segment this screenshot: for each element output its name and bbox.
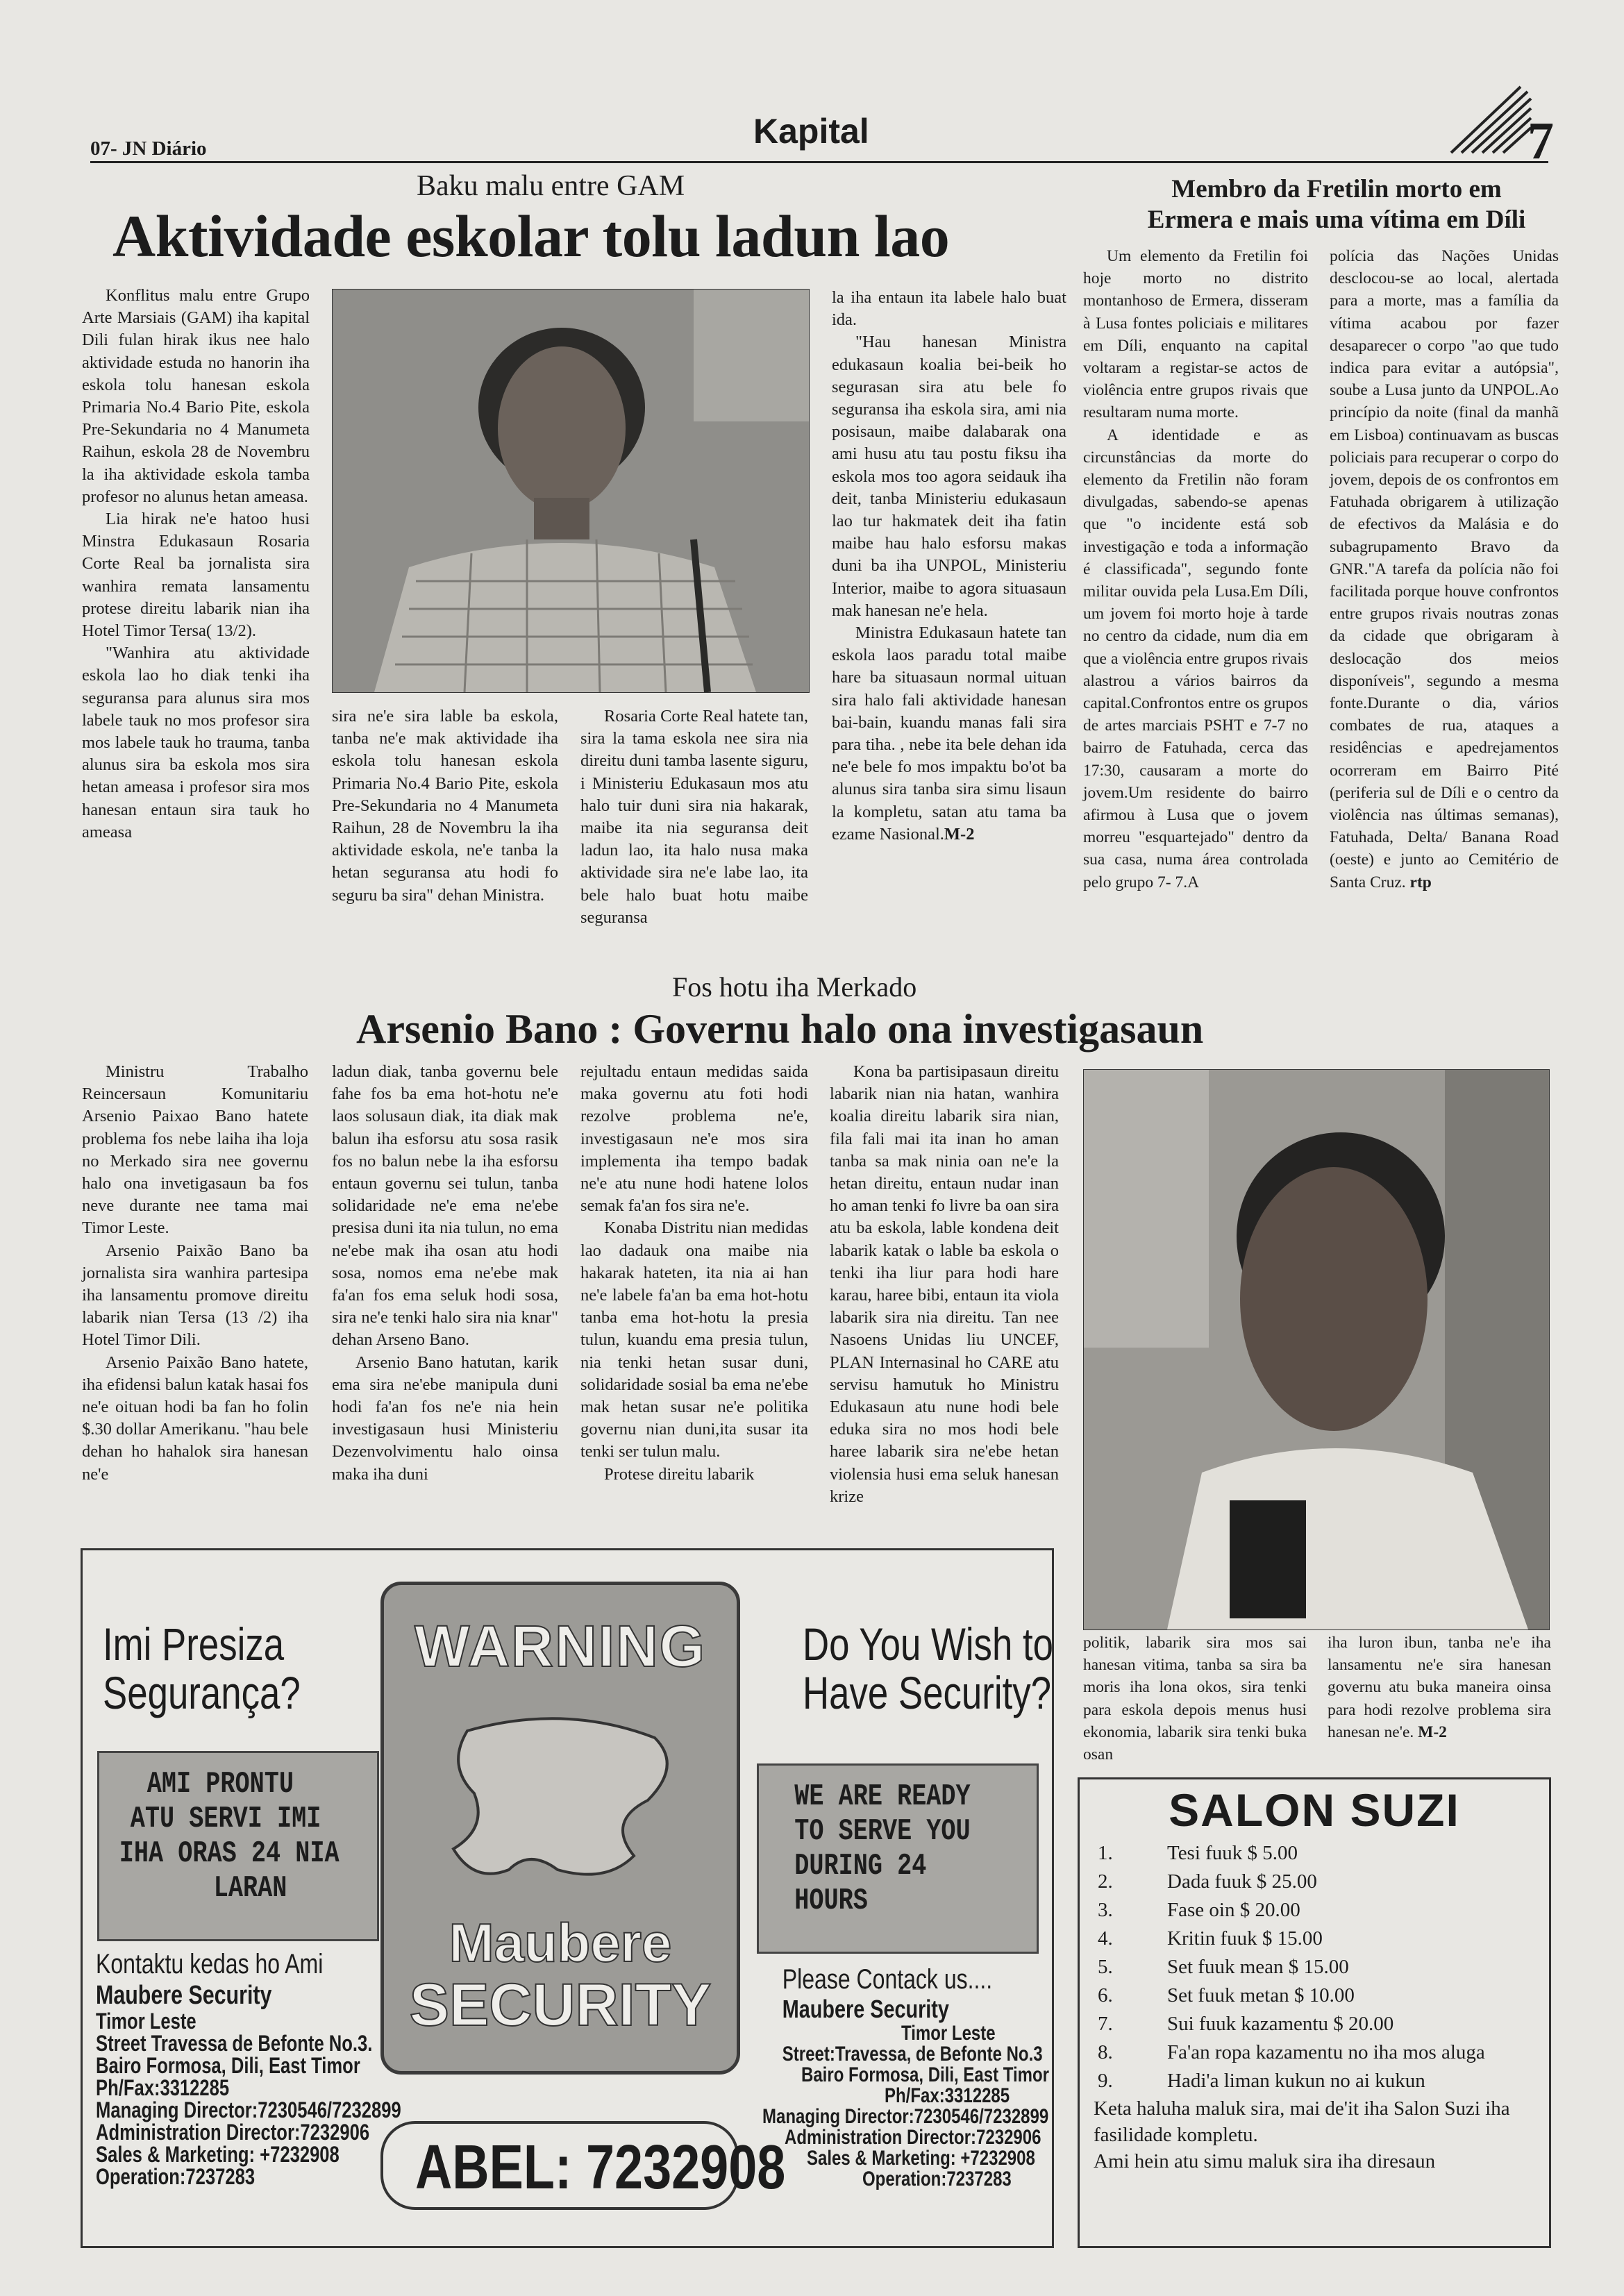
bano-col1-p3: Arsenio Paixão Bano hatete, iha efidensi balun katak hasai fos ne'e oituan hodi ba fan ho folin $.30 dollar Amerikanu. "hau bele dehan ho hahalok sira hanesan ne'e — [82, 1352, 308, 1484]
salon-title: SALON SUZI — [1169, 1784, 1460, 1836]
gam-col-1 — [82, 285, 310, 844]
salon-item — [1098, 1868, 1549, 1896]
fretilin-col1-p2: A identidade e as circunstâncias da morte do elemento da Fretilin não foram divulgadas, sabendo-se apenas que "o incidente está sob investigação e toda a informação é classificada", segundo fonte militar ouvida pela Lusa.Em Díli, um jovem foi morto hoje à tarde no centro da cidade, num dia em que a violência entre grupos rivais alastrou a vários bairros da capital.Confrontos entre os grupos de artes marciais PSHT e 7-7 no bairro de Fatuhada, cerca das 17:30, causaram a morte do jovem.Um residente do bairro afirmou à Lusa que o jovem morreu "esquartejado" dentro da sua casa, numa área controlada pelo grupo 7- 7.A — [1083, 426, 1308, 891]
salon-item-text: Set fuuk mean $ 15.00 — [1167, 1956, 1349, 1978]
fretilin-col-1 — [1083, 245, 1308, 894]
ad-left-box — [97, 1751, 379, 1941]
ad-left-contact-9: Sales & Marketing: +7232908 — [96, 2142, 340, 2167]
gam-col2-p1: sira ne'e sira lable ba eskola, tanba ne'e mak aktividade iha eskola tolu hanesan eskola Primaria No.4 Bario Pite, eskola Pre-Sekundaria no 4 Manumeta Raihun, 28 de Novembru la iha aktividade eskola, ne'e tanba la hetan seguransa atu hodi fo seguru ba sira" dehan Ministra. — [332, 707, 558, 905]
salon-item-num: 5. — [1098, 1956, 1113, 1978]
bano-headline: Arsenio Bano : Governu halo ona investigasaun — [356, 1006, 1204, 1052]
bano-col6-p1 — [1328, 1632, 1551, 1743]
ad-left-contact-10: Operation:7237283 — [96, 2164, 256, 2189]
salon-item-num: 7. — [1098, 2013, 1113, 2035]
ad-left-contact-3: Timor Leste — [96, 2009, 196, 2034]
bano-col-4 — [830, 1061, 1059, 1508]
salon-item — [1098, 1953, 1549, 1981]
ad-right-contact-10: Operation:7237283 — [862, 2168, 1012, 2190]
folio-left: 07- JN Diário — [90, 137, 207, 160]
gam-col-4 — [832, 287, 1066, 846]
ad-left-box-3: IHA ORAS 24 NIA — [119, 1836, 340, 1871]
bano-col-3 — [580, 1061, 808, 1486]
salon-item — [1098, 1839, 1549, 1868]
salon-price-list — [1080, 1839, 1549, 2095]
fretilin-col-2 — [1330, 245, 1559, 894]
bano-col-6 — [1328, 1632, 1551, 1743]
ad-left-contact-1: Kontaktu kedas ho Ami — [96, 1949, 324, 1979]
ad-right-box — [757, 1763, 1039, 1954]
ad-left-contact-7: Managing Director:7230546/7232899 — [96, 2097, 401, 2122]
bano-col-1 — [82, 1061, 308, 1486]
bano-col3-p1: rejultadu entaun medidas saida maka governu atu foti hodi rezolve problema ne'e, investigasaun ne'e mos sira implementa iha tempo badak ne'e atu nune hodi hatene lolos semak fa'an fos sira ne'e. — [580, 1062, 808, 1216]
bano-col1-p1: Ministru Trabalho Reincersaun Komunitariu Arsenio Paixao Bano hatete problema fos nebe laiha iha loja no Merkado sira nee governu halo ona invetigasaun ba fos neve durante nee tama mai Timor Leste. — [82, 1062, 308, 1238]
ad-left-question-1: Imi Presiza — [103, 1618, 285, 1670]
salon-item-text: Kritin fuuk $ 15.00 — [1167, 1927, 1323, 1950]
salon-item-text: Hadi'a liman kukun no ai kukun — [1167, 2070, 1425, 2092]
ad-brand-1: Maubere — [449, 1912, 672, 1973]
ad-left-contact-5: Bairo Formosa, Dili, East Timor — [96, 2053, 360, 2078]
salon-item-text: Dada fuuk $ 25.00 — [1167, 1870, 1317, 1893]
gam-col1-p3: "Wanhira atu aktividade eskola lao ho diak tenki iha seguransa para alunus sira mos labele tauk no mos profesor sira mos labele tauk ho trauma, tanba alunus sira ba eskola mos sira hetan ameasa i profesor sira mos hanesan entaun sira tauk ho ameasa — [82, 644, 310, 841]
ad-right-contact-1: Please Contack us.... — [782, 1964, 993, 1995]
bano-sign: M-2 — [1418, 1723, 1447, 1741]
ad-left-contact — [96, 1947, 401, 2188]
ad-left-contact-8: Administration Director:7232906 — [96, 2120, 370, 2145]
salon-item-num: 1. — [1098, 1842, 1113, 1864]
bano-col-2 — [332, 1061, 558, 1486]
minister-photo — [332, 289, 810, 693]
salon-footer-1: Keta haluha maluk sira, mai de'it iha Salon Suzi iha fasilidade kompletu. — [1094, 2097, 1510, 2146]
salon-item-num: 6. — [1098, 1984, 1113, 2006]
header-rule — [90, 161, 1548, 163]
salon-item — [1098, 1896, 1549, 1925]
ad-left-contact-4: Street Travessa de Befonte No.3. — [96, 2031, 373, 2056]
ad-right-contact-4: Street:Travessa, de Befonte No.3 — [782, 2043, 1043, 2065]
ad-right-box-1: WE ARE READY — [794, 1779, 971, 1814]
bano-kicker: Fos hotu iha Merkado — [672, 971, 917, 1003]
salon-item-num: 8. — [1098, 2041, 1113, 2063]
ad-right-contact-6: Ph/Fax:3312285 — [885, 2084, 1010, 2107]
salon-item-text: Sui fuuk kazamentu $ 20.00 — [1167, 2013, 1394, 2035]
salon-item — [1098, 2010, 1549, 2038]
ad-right-contact-7: Managing Director:7230546/7232899 — [762, 2105, 1049, 2128]
crocodile-icon — [426, 1703, 696, 1897]
gam-col4-p3 — [832, 622, 1066, 846]
page-number: 7 — [1527, 112, 1554, 170]
fretilin-col2-text: polícia das Nações Unidas desclocou-se ao local, alertada para a morte, mas a família da vítima acabou por fazer desaparecer o corpo "ao que tudo indica para evitar a autópsia", soube a Lusa junto da UNPOL.Ao princípio da noite (final da manhã em Lisboa) continuavam as buscas policiais para recuperar o corpo do jovem, depois de os confrontos em Fatuhada obrigarem à utilização de efectivos da Malásia e do subagrupamento Bravo da GNR."A tarefa da polícia não foi facilitada porque houve confrontos entre grupos rivais noutras zonas da cidade que obrigaram à deslocação dos meios disponíveis", segundo a mesma fonte.Durante o dia, vários combates de rua, ataques a residências e apedrejamentos ocorreram em Bairro Pité (periferia sul de Díli e o centro da violência nas últimas semanas), Fatuhada, Delta/ Banana Road (oeste) e junto ao Cemitério de Santa Cruz. — [1330, 247, 1559, 891]
ad-right-box-2: TO SERVE YOU — [794, 1814, 971, 1849]
ad-left-contact-6: Ph/Fax:3312285 — [96, 2075, 230, 2100]
gam-col-2 — [332, 705, 558, 907]
bano-col1-p2: Arsenio Paixão Bano ba jornalista sira wanhira partesipa iha lansamentu promove direitu labarik nian Tersa (13 /2) iha Hotel Timor Dili. — [82, 1241, 308, 1350]
gam-col1-p1: Konflitus malu entre Grupo Arte Marsiais (GAM) iha kapital Dili fulan hirak ikus nee halo aktividade estuda no hanorin iha eskola tolu hanesan eskola Primaria No.4 Bario Pite, eskola Pre-Sekundaria no 4 Manumeta Raihun, eskola 28 de Novembru la iha aktividade eskola tamba profesor no alunus hetan ameasa. — [82, 286, 310, 506]
ad-left-contact-2: Maubere Security — [96, 1981, 272, 2010]
salon-item-text: Fase oin $ 20.00 — [1167, 1899, 1300, 1921]
ad-right-box-4: HOURS — [794, 1884, 868, 1918]
gam-col4-p1: la iha entaun ita labele halo buat ida. — [832, 288, 1066, 330]
bano-col5-p1: politik, labarik sira mos sai hanesan vitima, tanba sa sira ba moris iha lona okos, sira tenki para eskola depois menus husi ekonomia, labarik sira tenki buka osan — [1083, 1634, 1307, 1764]
ad-right-contact — [762, 1963, 1049, 2190]
ad-brand-2: SECURITY — [409, 1972, 712, 2038]
gam-col4-p2: "Hau hanesan Ministra edukasaun koalia bei-beik ho segurasan sira atu bele fo seguransa iha eskola sira, ami nia posisaun, maibe dalabarak ona ami husu atu tau postu fiksu iha eskola mos too agora seidauk iha deit, tanba Ministeriu edukasaun lao tur hakmatek deit iha fatin maibe hau halo esforsu makas duni ba iha UNPOL, Ministeriu Interior, maibe to agora situasaun mak hanesan ne'e hela. — [832, 333, 1066, 620]
ad-center-sign — [380, 1582, 740, 2075]
gam-col4-p3-text: Ministra Edukasaun hatete tan eskola laos paradu total maibe hare ba situasaun normal uituan sira halo fali aktividade hanesan bai-bain, kuandu manas fali sira para tiha. , nebe ita bele dehan ida ne'e bele fo mos impaktu bo'ot ba alunus sira tanba sira simu lisaun la kompletu, satan atu tama ba ezame Nasional. — [832, 623, 1066, 844]
gam-headline: Aktividade eskolar tolu ladun lao — [112, 203, 950, 269]
salon-item-num: 2. — [1098, 1870, 1113, 1893]
gam-col1-p2: Lia hirak ne'e hatoo husi Minstra Edukasaun Rosaria Corte Real ba jornalista sira wanhira remata lansamentu protese direitu labarik nian iha Hotel Timor Tersa( 13/2). — [82, 510, 310, 641]
salon-item-text: Fa'an ropa kazamentu no iha mos aluga — [1167, 2041, 1485, 2063]
bano-col-5 — [1083, 1632, 1307, 1766]
bano-photo — [1083, 1069, 1550, 1630]
bano-col2-p2: Arsenio Bano hatutan, karik ema sira ne'ebe manipula duni hodi fa'an fos ne'e nia hein investigasaun husi Ministeriu Dezenvolvimentu halo oinsa maka iha duni — [332, 1352, 558, 1484]
bano-col4-p1: Kona ba partisipasaun direitu labarik nian nia hatan, wanhira koalia direitu labarik sira nian, fila fali mai ita inan ho aman tanba sa mak ninia oan ne'e la hetan direitu, entaun nudar inan ho aman tenki fo livre ba oan sira atu ba eskola, lable kondena deit labarik katak o lable ba eskola o tenki iha liur para hodi hare karau, haree bibi, entaun ita viola labarik sira nia direitu. Tan nee Nasoens Unidas liu UNCEF, PLAN Internasinal ho CARE atu servisu hamutuk ho Ministru Edukasaun atu nune hodi bele eduka sira no mos hodi bele haree labarik sira ne'ebe hetan violensia husi ema seluk hanesan krize — [830, 1062, 1059, 1506]
ad-right-question-2: Have Security? — [803, 1667, 1052, 1718]
fretilin-sign: rtp — [1409, 873, 1432, 891]
ad-abel: ABEL: 7232908 — [415, 2133, 786, 2202]
salon-suzi-ad — [1078, 1777, 1551, 2248]
salon-item-num: 3. — [1098, 1899, 1113, 1921]
fretilin-col2-p1 — [1330, 245, 1559, 894]
ad-left-box-2: ATU SERVI IMI — [130, 1802, 321, 1836]
salon-item-text: Set fuuk metan $ 10.00 — [1167, 1984, 1355, 2006]
bano-col6-text: iha luron ibun, tanba ne'e iha lansamentu ne'e sira hanesan governu atu buka maneira oinsa para hodi rezolve problema sira hanesan ne'e. — [1328, 1634, 1551, 1741]
salon-item-num: 4. — [1098, 1927, 1113, 1950]
ad-right-box-3: DURING 24 — [794, 1849, 927, 1884]
bano-col2-p1: ladun diak, tanba governu bele fahe fos ba ema hot-hotu ne'e laos solusaun diak, ita diak mak balun iha esforsu atu sosa rasik fos no balun nebe la iha esforsu entaun governu sei tulun, tanba solidaridade ne'e ema ne'ebe presisa duni ita nia tulun, no ema ne'ebe mak iha osan atu hodi sosa, nomos ema ne'ebe mak fa'an fos ema seluk hodi sosa, sira ne'e tenki halo sira nia knar" dehan Arseno Bano. — [332, 1062, 558, 1350]
fretilin-headline-1: Membro da Fretilin morto em — [1171, 175, 1502, 203]
ad-left-question-2: Segurança? — [103, 1667, 301, 1718]
ad-warning: WARNING — [415, 1614, 706, 1679]
gam-col3-p1: Rosaria Corte Real hatete tan, sira la tama eskola nee sira nia direitu duni tamba lasente siguru, i Ministeriu Edukasaun mos atu halo tuir duni sira nia hakarak, maibe ita nia seguransa deit ladun lao, ita halo nusa maka aktividade sira ne'e labe lao, ita bele halo buat hotu maibe seguransa — [580, 707, 808, 927]
ad-right-question-1: Do You Wish to — [803, 1618, 1054, 1670]
ad-right-contact-3: Timor Leste — [901, 2022, 996, 2045]
salon-item — [1098, 1981, 1549, 2010]
woman-portrait-icon — [333, 290, 809, 692]
bano-col3-p3: Protese direitu labarik — [604, 1464, 755, 1484]
ad-left-box-1: AMI PRONTU — [147, 1767, 294, 1802]
man-portrait-icon — [1084, 1070, 1549, 1629]
salon-item — [1098, 1925, 1549, 1953]
bano-col3-p2: Konaba Distritu nian medidas lao dadauk ona maibe nia hakarak hateten, ita nia ai han ne'e labele fa'an ba ema hot-hotu tanba ema hot-hotu la presia tulun, kuandu ema presia tulun, nia tenki hetan susar duni, solidaridade sosial ba ema ne'ebe mak hetan susar ne'e politika governu nian duni,ita susar ita tenki ser tulun malu. — [580, 1218, 808, 1461]
gam-kicker: Baku malu entre GAM — [417, 170, 685, 202]
gam-col-3 — [580, 705, 808, 929]
ad-right-contact-9: Sales & Marketing: +7232908 — [807, 2147, 1035, 2170]
ad-left-box-4: LARAN — [213, 1871, 287, 1906]
salon-item-num: 9. — [1098, 2070, 1113, 2092]
fretilin-headline-2: Ermera e mais uma vítima em Díli — [1147, 206, 1526, 234]
salon-footer-2: Ami hein atu simu maluk sira iha diresaun — [1094, 2150, 1436, 2172]
ad-abel-pill — [380, 2121, 786, 2210]
section-title: Kapital — [753, 112, 869, 151]
salon-item-text: Tesi fuuk $ 5.00 — [1167, 1842, 1298, 1864]
ad-right-contact-2: Maubere Security — [782, 1995, 949, 2023]
fretilin-col1-p1: Um elemento da Fretilin foi hoje morto no distrito montanhoso de Ermera, disseram à Lusa fontes policiais e militares em Díli, enquanto na capital voltaram a registar-se actos de violência entre grupos rivais que resultaram numa morte. — [1083, 247, 1308, 422]
ad-right-contact-5: Bairo Formosa, Dili, East Timor — [801, 2063, 1049, 2086]
salon-item — [1098, 2038, 1549, 2067]
salon-item — [1098, 2067, 1549, 2095]
hatch-logo-icon — [1444, 83, 1534, 160]
ad-right-contact-8: Administration Director:7232906 — [785, 2126, 1041, 2149]
gam-sign: M-2 — [944, 824, 975, 844]
